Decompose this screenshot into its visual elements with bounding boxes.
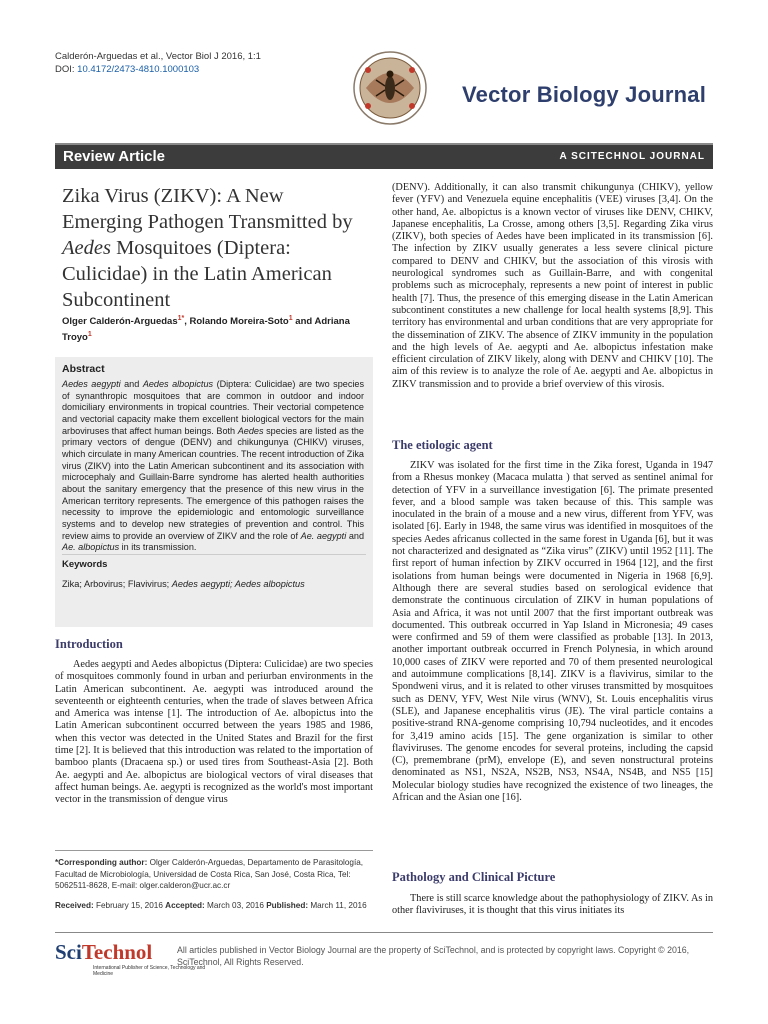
article-type-banner: [55, 143, 713, 169]
author-separator: and: [292, 316, 315, 328]
article-title: [62, 183, 362, 313]
author-separator: ,: [184, 316, 190, 328]
author-name: Olger Calderón-Arguedas: [62, 316, 178, 328]
accepted-date: March 03, 2016: [204, 901, 267, 910]
brand-technol: Technol: [81, 940, 153, 964]
brand-sci: Sci: [55, 940, 82, 964]
title-part: Mosquitoes (Diptera: Culicidae) in the Latin American Subcontinent: [62, 237, 332, 311]
journal-name: Vector Biology Journal: [462, 82, 707, 107]
footer-divider: [55, 932, 713, 933]
abstract-italic: Aedes albopictus: [142, 379, 214, 389]
etiologic-agent-paragraph: ZIKV was isolated for the first time in the Zika forest, Uganda in 1947 from a Rhesus monkey (Macaca mulatta ) that served as sentinel animal for detection of YFV in a surveillance investigation [6]. The primate presented fever, and a blood sample was taken because of this. This sample was inoculated in the brain of a mouse and a new virus, different from YFV, was isolated [6]. Early in 1948, the same virus was identified in mosquitoes of the species Aedes africanus collected in the same forest in Uganda [6], but it was not characterized and designated as “Zika virus” (ZIKV) until 1952 [11]. The first report of human infection by ZIKV occurred in 1964 [12], and the first isolations from human beings were documented in Nigeria in 1968 [6,9]. Although there are several studies based on serological evidence that demonstrate the continuous circulation of ZIKV in human populations of Asia and Africa, it was not until 2007 that the first important outbreak was documented. This outbreak occurred in Yap Island in Micronesia; 49 cases were confirmed and 59 of them were classified as probable [13]. In 2013, another important outbreak occurred in French Polynesia, in which around 10,000 cases of ZIKV were reported and 70 of them presented neurological and autoimmune complications [8,14]. ZIKV is a flavivirus, similar to the Spondweni virus, and it is related to other viruses transmitted by mosquitoes such as DENV, YFV, West Nile virus (WNV), St. Louis encephalitis virus (SLE), and Japanese encephalitis virus (JE). The viral particle contains a positive-strand RNA-genome comprising 10,794 nucleotides, and it encodes for 3,419 amino acids [15]. The gene organization is similar to other flaviviruses. The genome encodes for several proteins, including the capsid (C), premembrane (prM), envelope (E), and seven nonstructural proteins denominated as NS1, NS2A, NS2B, NS3, NS4A, NS4B, and NS5 [15] Molecular biology studies have recognized the existence of two lineages, the African and the Asian one [16].: [392, 460, 713, 804]
abstract-span: species are listed as the primary vectors of dengue (DENV) and chikungunya (CHIKV) viruses, which circulate in many American countries. The recent introduction of Zika virus (ZIKV) into the Latin American subcontinent and its association with microcephaly and Guillain-Barre syndrome has alerted health authorities about the sanitary emergency that the presence of this new virus in the American territory represents. The emergence of this pathogen raises the necessity to improve the epidemiologic and entomologic surveillance systems and to develop new strategies of prevention and control. This review aims to provide an overview of ZIKV and the role of: [62, 425, 364, 541]
footnote-divider: [55, 850, 373, 851]
title-part: Zika Virus (ZIKV): A New Emerging Pathogen Transmitted by: [62, 185, 353, 233]
abstract-text: [62, 379, 364, 554]
author-email[interactable]: olger.calderon@ucr.ac.cr: [139, 881, 231, 890]
keywords-italic: Aedes aegypti; Aedes albopictus: [171, 579, 305, 589]
keywords-heading: Keywords: [62, 559, 108, 570]
pathology-body: [392, 893, 713, 918]
etiologic-agent-body: [392, 460, 713, 804]
footnote-label: *Corresponding author:: [55, 858, 148, 867]
citation-line: Calderón-Arguedas et al., Vector Biol J 2016, 1:1: [55, 51, 261, 62]
article-type: Review Article: [63, 148, 165, 165]
abstract-italic: Aedes aegypti: [62, 379, 121, 389]
section-heading-etiologic-agent: The etiologic agent: [392, 438, 493, 452]
publisher-tag: A SCITECHNOL JOURNAL: [559, 151, 705, 162]
keywords-plain: Zika; Arbovirus; Flavivirus;: [62, 579, 172, 589]
author-list: [62, 312, 352, 344]
doi-prefix: DOI:: [55, 64, 78, 75]
doi-line: [55, 63, 261, 76]
journal-logo-icon: [352, 50, 428, 126]
author-affiliation: 1: [87, 331, 92, 339]
accepted-label: Accepted:: [165, 901, 205, 910]
footnote-text: Olger Calderón-Arguedas, Departamento de Parasitología, Facultad de Microbiología, Universidad de Costa Rica, San José, Costa Rica, Tel: 5062511-8628, E-mail:: [55, 858, 364, 890]
author-name: Adriana Troyo: [62, 316, 350, 344]
section-heading-pathology: Pathology and Clinical Picture: [392, 870, 556, 884]
author-affiliation: 1: [288, 315, 293, 322]
author-affiliation: 1*: [177, 315, 185, 322]
abstract-span: (Diptera: Culicidae) are two species of synanthropic mosquitoes that are common in outdoor and indoor domiciliary environments in tropical countries. Their vectorial competence and vectorial capacity make them excellent biological vectors for the main arboviruses that affect human beings. Both: [62, 379, 365, 436]
abstract-heading: Abstract: [62, 363, 105, 375]
abstract-italic: Ae. albopictus: [62, 542, 120, 553]
introduction-body: [55, 659, 373, 807]
introduction-paragraph: Aedes aegypti and Aedes albopictus (Diptera: Culicidae) are two species of mosquitoes commonly found in urban and periurban environments in the Latin American subcontinent. Ae. aegypti was introduced around the seventeenth or eighteenth centuries, when the trade of slaves between Africa and America was intense [1]. The introduction of Ae. albopictus into the Latin American subcontinent occurred between the years 1985 and 1986, when this vector was detected in the United States and Brazil for the first time [2]. It is believed that this introduction was related to the importation of bamboo plants (Dracaena sp.) or used tires from Southeast-Asia [2]. Both Ae. aegypti and Ae. albopictus are biological vectors of viral diseases that affect human beings. Ae. aegypti is recognized as the world's most important vector in the transmission of dengue virus: [55, 659, 373, 806]
article-dates: [55, 900, 373, 912]
citation: [55, 50, 261, 76]
intro-continuation-paragraph: (DENV). Additionally, it can also transmit chikungunya (CHIKV), yellow fever (YFV) and Venezuela equine encephalitis (VEE) viruses [3,4]. On the other hand, Ae. albopictus is a known vector of viruses like DENV, CHIKV, Japanese encephalitis, La Crosse, among others [3,5]. Regarding Zika virus (ZIKV), both species of Aedes have been implicated in its transmission [6]. The infection by ZIKV usually generates a less severe clinical picture compared to DENV and CHIKV, but the association of this virosis with neurological syndromes such as Guillain-Barre, and with congenital problems such as microcephaly, represents a new point of interest in public health [7]. Thus, the presence of this emerging disease in the Latin American subcontinent constitutes a new challenge for local health systems [8,9]. This territory has environmental and urban conditions that are very appropriate for the dissemination of ZIKV. The absence of ZIKV immunity in the population and the high levels of Ae. aegypti and Ae. albopictus infestation make efficient circulation of ZIKV likely, along with DENV and CHIKV [10]. The aim of this review is to analyze the role of Ae. aegypti and Ae. albopictus in ZIKV transmission and to provide a brief overview of this virosis.: [392, 182, 713, 390]
copyright-notice: All articles published in Vector Biology Journal are the property of SciTechnol, and is protected by copyright laws. Copyright © 2016, SciTechnol, All Rights Reserved.: [177, 945, 690, 967]
doi-link[interactable]: 10.4172/2473-4810.1000103: [77, 64, 200, 75]
keywords-list: [62, 579, 305, 589]
abstract-span: in its transmission.: [119, 542, 197, 553]
published-label: Published:: [266, 901, 309, 910]
abstract-box: [55, 357, 373, 627]
abstract-italic: Aedes: [237, 425, 264, 436]
received-label: Received:: [55, 901, 94, 910]
published-date: March 11, 2016: [308, 901, 367, 910]
keywords-divider: [62, 554, 366, 555]
abstract-italic: Ae. aegypti: [300, 530, 347, 541]
author-name: Rolando Moreira-Soto: [189, 316, 289, 328]
abstract-span: and: [120, 379, 143, 389]
received-date: February 15, 2016: [93, 901, 166, 910]
brand-tagline: International Publisher of Science, Technology and Medicine: [93, 965, 206, 977]
intro-continuation: [392, 182, 713, 391]
title-italic: Aedes: [62, 237, 111, 259]
corresponding-author-note: [55, 857, 373, 892]
section-heading-introduction: Introduction: [55, 637, 123, 651]
abstract-span: and: [346, 530, 365, 541]
pathology-paragraph: There is still scarce knowledge about the pathophysiology of ZIKV. As in other flaviviruses, it is thought that this virus initiates its: [392, 893, 713, 917]
